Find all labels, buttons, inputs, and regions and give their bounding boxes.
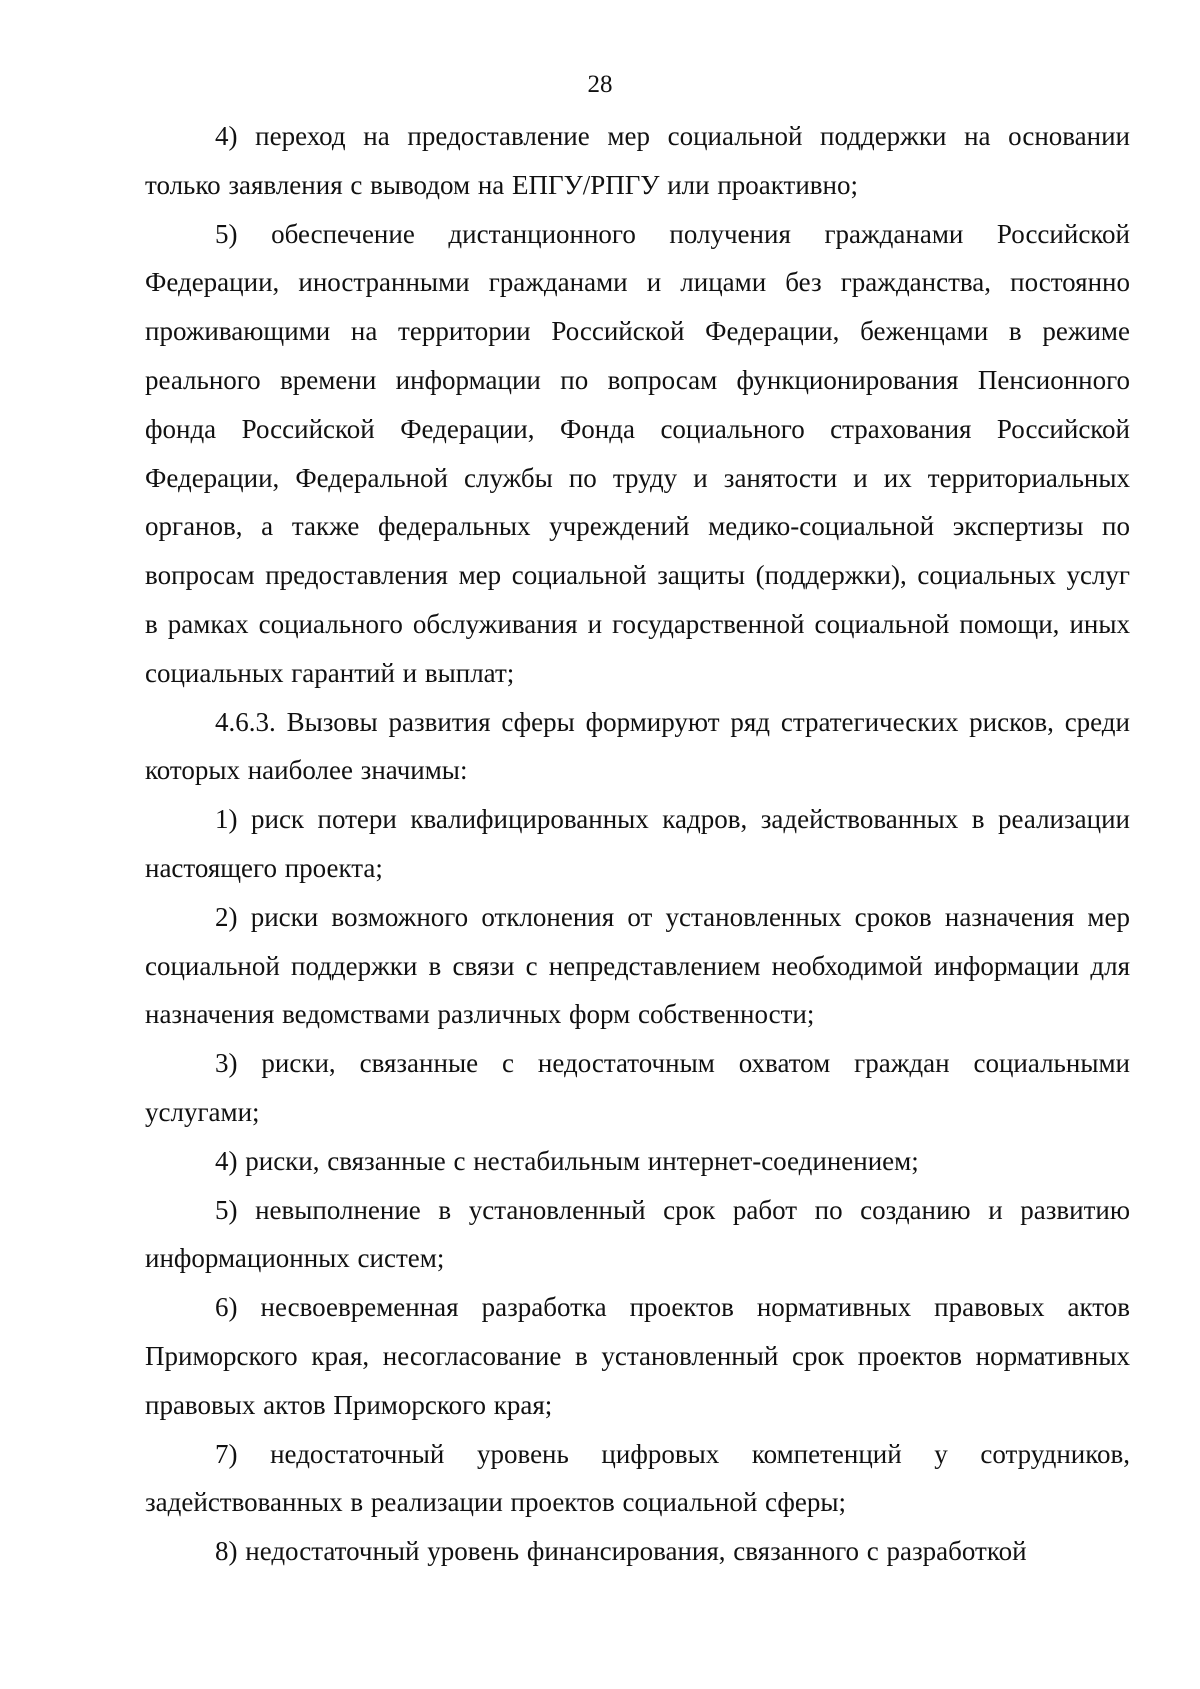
- paragraph-risk-6: 6) несвоевременная разработка проектов нормативных правовых актов Приморского края, несогласование в установленный срок проектов нормативных правовых актов Приморского края;: [145, 1292, 1130, 1420]
- paragraph-risk-8: 8) недостаточный уровень финансирования, связанного с разработкой: [215, 1536, 1027, 1567]
- paragraph-risk-2: 2) риски возможного отклонения от установленных сроков назначения мер социальной поддержки в связи с непредставлением необходимой информации для назначения ведомствами различных форм собственности;: [145, 901, 1130, 1030]
- paragraph-item-4-transition: 4) переход на предоставление мер социальной поддержки на основании только заявления с выводом на ЕПГУ/РПГУ или проактивно;: [145, 121, 1130, 200]
- paragraph-risk-1: 1) риск потери квалифицированных кадров, задействованных в реализации настоящего проекта;: [145, 804, 1130, 883]
- paragraph-item-5-remote-access: 5) обеспечение дистанционного получения гражданами Российской Федерации, иностранными гражданами и лицами без гражданства, постоянно проживающими на территории Российской Федерации, беженцами в режиме реального времени информации по вопросам функционирования Пенсионного фонда Российской Федерации, Фонда социального страхования Российской Федерации, Федеральной службы по труду и занятости и их территориальных органов, а также федеральных учреждений медико-социальной экспертизы по вопросам предоставления мер социальной защиты (поддержки), социальных услуг в рамках социального обслуживания и государственной социальной помощи, иных социальных гарантий и выплат;: [145, 218, 1130, 688]
- paragraph-risk-4: 4) риски, связанные с нестабильным интернет-соединением;: [215, 1145, 919, 1176]
- paragraph-section-4-6-3: 4.6.3. Вызовы развития сферы формируют ряд стратегических рисков, среди которых наиболее значимы:: [145, 706, 1130, 786]
- paragraph-risk-5: 5) невыполнение в установленный срок работ по созданию и развитию информационных систем;: [145, 1194, 1130, 1274]
- page-number: 28: [587, 71, 613, 98]
- paragraph-risk-7: 7) недостаточный уровень цифровых компетенций у сотрудников, задействованных в реализации проектов социальной сферы;: [145, 1438, 1130, 1518]
- paragraph-risk-3: 3) риски, связанные с недостаточным охватом граждан социальными услугами;: [145, 1048, 1130, 1127]
- document-body: [145, 112, 1130, 1576]
